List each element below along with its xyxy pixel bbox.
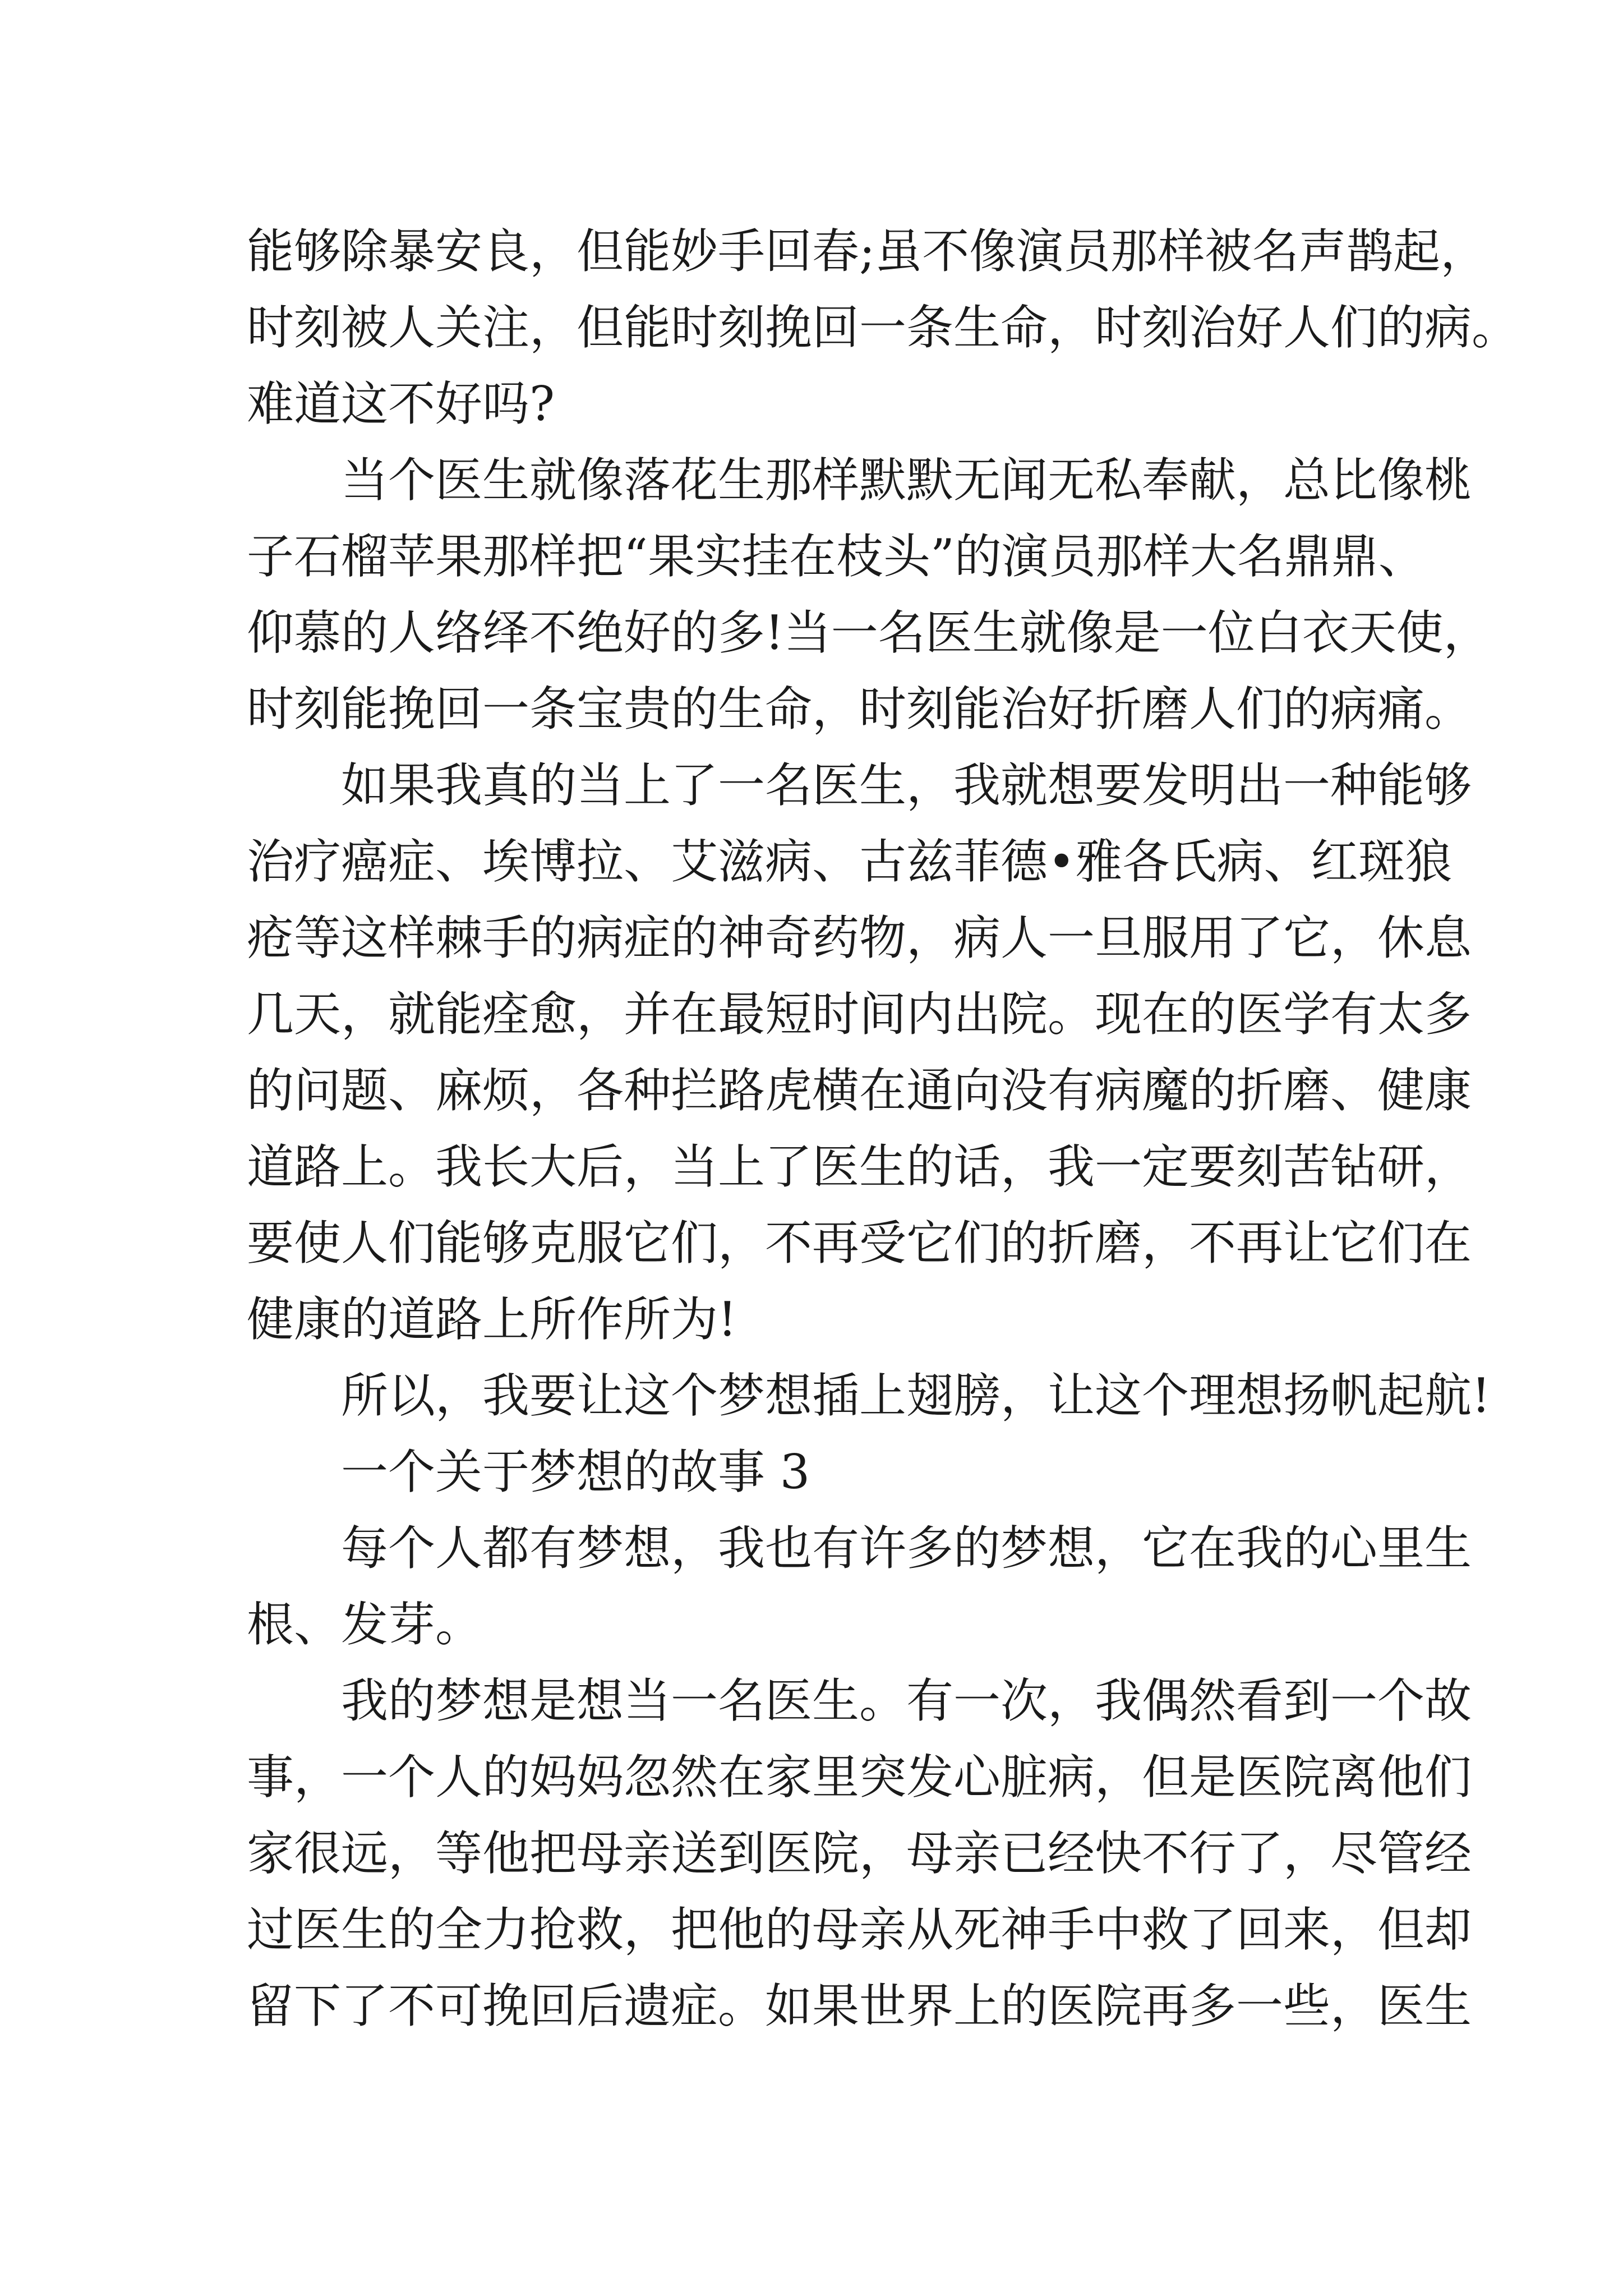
text-line: 治疗癌症、埃博拉、艾滋病、古兹菲德•雅各氏病、红斑狼 <box>247 834 1453 889</box>
text-line: 根、发芽。 <box>247 1597 483 1652</box>
text-line: 疮等这样棘手的病症的神奇药物，病人一旦服用了它，休息 <box>247 910 1472 965</box>
text-line: 子石榴苹果那样把“果实挂在枝头”的演员那样大名鼎鼎、 <box>247 529 1426 584</box>
text-line: 的问题、麻烦，各种拦路虎横在通向没有病魔的折磨、健康 <box>247 1063 1472 1118</box>
text-line: 几天，就能痊愈，并在最短时间内出院。现在的医学有太多 <box>247 987 1472 1042</box>
text-line: 道路上。我长大后，当上了医生的话，我一定要刻苦钻研， <box>247 1139 1472 1194</box>
text-line: 健康的道路上所作所为! <box>247 1292 737 1347</box>
text-line: 每个人都有梦想，我也有许多的梦想，它在我的心里生 <box>341 1521 1472 1576</box>
text-line: 如果我真的当上了一名医生，我就想要发明出一种能够 <box>341 758 1472 813</box>
text-line: 我的梦想是想当一名医生。有一次，我偶然看到一个故 <box>341 1673 1472 1728</box>
text-line: 时刻能挽回一条宝贵的生命，时刻能治好折磨人们的病痛。 <box>247 682 1472 737</box>
text-line: 难道这不好吗? <box>247 376 555 431</box>
section-heading: 一个关于梦想的故事 3 <box>341 1444 810 1499</box>
text-line: 过医生的全力抢救，把他的母亲从死神手中救了回来，但却 <box>247 1902 1472 1957</box>
text-line: 要使人们能够克服它们，不再受它们的折磨，不再让它们在 <box>247 1216 1472 1271</box>
text-line: 仰慕的人络绎不绝好的多!当一名医生就像是一位白衣天使， <box>247 605 1491 660</box>
text-line: 事，一个人的妈妈忽然在家里突发心脏病，但是医院离他们 <box>247 1750 1472 1805</box>
text-line: 时刻被人关注，但能时刻挽回一条生命，时刻治好人们的病。 <box>247 300 1519 355</box>
text-line: 家很远，等他把母亲送到医院，母亲已经快不行了，尽管经 <box>247 1826 1472 1881</box>
text-line: 能够除暴安良，但能妙手回春;虽不像演员那样被名声鹊起， <box>247 224 1488 279</box>
text-line: 当个医生就像落花生那样默默无闻无私奉献，总比像桃 <box>341 453 1472 508</box>
text-line: 留下了不可挽回后遗症。如果世界上的医院再多一些，医生 <box>247 1978 1472 2033</box>
text-line: 所以，我要让这个梦想插上翅膀，让这个理想扬帆起航! <box>341 1368 1491 1423</box>
document-body <box>247 213 1519 2044</box>
